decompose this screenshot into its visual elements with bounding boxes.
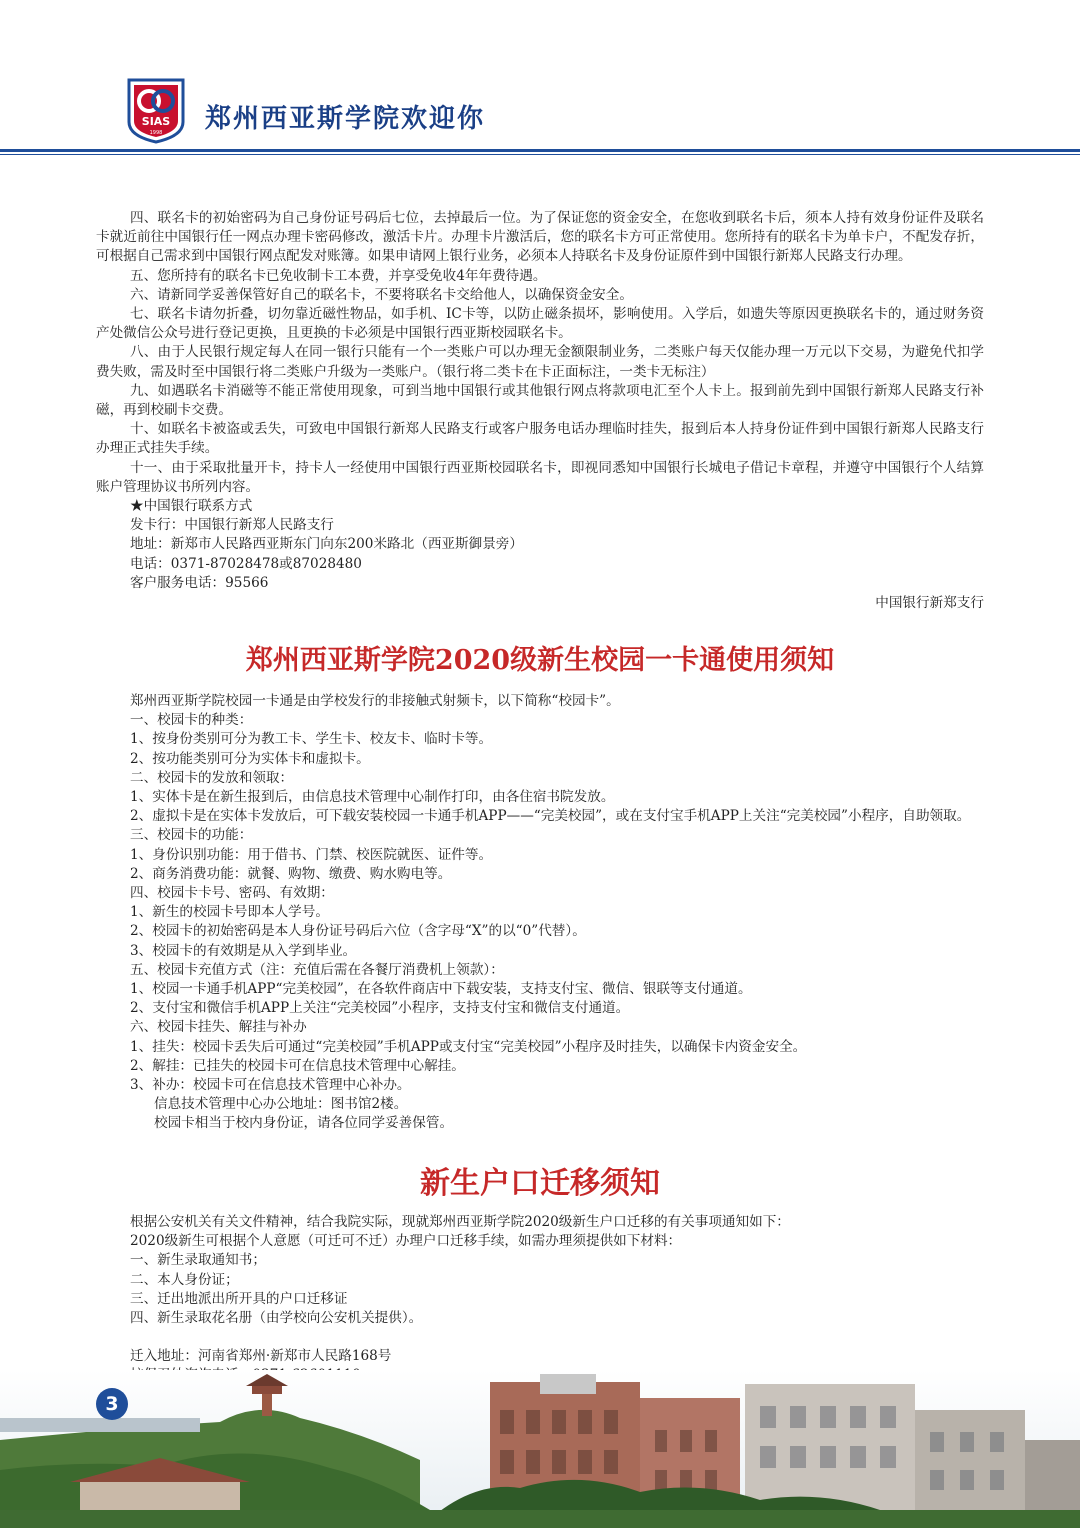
logo-text: SIAS	[141, 115, 171, 128]
card-line: 五、校园卡充值方式（注：充值后需在各餐厅消费机上领款）：	[130, 961, 504, 978]
card-line: 3、补办：校园卡可在信息技术管理中心补办。	[130, 1077, 411, 1094]
page-header	[0, 0, 1080, 158]
logo-year: 1998	[149, 130, 163, 136]
hukou-line: 四、新生录取花名册（由学校向公安机关提供）。	[130, 1310, 423, 1327]
hukou-line: 一、新生录取通知书；	[130, 1252, 266, 1269]
card-line: 2、虚拟卡是在实体卡发放后，可下载安装校园一卡通手机APP——“完美校园”，或在支付宝手机APP上关注“完美校园”小程序，自助领取。	[130, 808, 971, 825]
bank-paragraph: 四、联名卡的初始密码为自己身份证号码后七位，去掉最后一位。为了保证您的资金安全，在您收到联名卡后，须本人持有效身份证件及联名卡就近前往中国银行任一网点办理卡密码修改，激活卡片。办理卡片激活后，您的联名卡方可正常使用。您所持有的联名卡为单卡户，不配发存折，可根据自己需求到中国银行网点配发对账簿。如果申请网上银行业务，必须本人持联名卡及身份证原件到中国银行新郑人民路支行办理。	[96, 210, 984, 265]
bank-contact-line: 发卡行：中国银行新郑人民路支行	[130, 517, 334, 534]
sias-logo-icon	[126, 78, 186, 144]
bank-contact-line: 地址：新郑市人民路西亚斯东门向东200米路北（西亚斯御景旁）	[130, 536, 523, 553]
card-section	[96, 692, 984, 1134]
bank-paragraph: 十一、由于采取批量开卡，持卡人一经使用中国银行西亚斯校园联名卡，即视同悉知中国银行长城电子借记卡章程，并遵守中国银行个人结算账户管理协议书所列内容。	[96, 459, 984, 495]
card-line: 一、校园卡的种类：	[130, 712, 253, 729]
page-number-badge: 3	[96, 1388, 128, 1420]
card-line: 六、校园卡挂失、解挂与补办	[130, 1019, 307, 1036]
card-section-title: 郑州西亚斯学院2020级新生校园一卡通使用须知	[245, 645, 835, 676]
card-line: 四、校园卡卡号、密码、有效期：	[130, 885, 334, 902]
campus-photo	[0, 1370, 1080, 1528]
card-line: 1、身份识别功能：用于借书、门禁、校医院就医、证件等。	[130, 846, 493, 863]
hukou-line: 根据公安机关有关文件精神，结合我院实际，现就郑州西亚斯学院2020级新生户口迁移的有关事项通知如下：	[130, 1214, 790, 1230]
hukou-line: 二、本人身份证；	[130, 1271, 239, 1288]
card-intro: 郑州西亚斯学院校园一卡通是由学校发行的非接触式射频卡，以下简称“校园卡”。	[130, 693, 620, 709]
header-divider-thin	[0, 154, 1080, 155]
header-divider	[0, 149, 1080, 152]
hukou-address-line: 迁入地址：河南省郑州·新郑市人民路168号	[130, 1348, 392, 1365]
card-line: 2、支付宝和微信手机APP上关注“完美校园”小程序，支持支付宝和微信支付通道。	[130, 1000, 630, 1017]
card-sub-line: 校园卡相当于校内身份证，请各位同学妥善保管。	[154, 1115, 454, 1132]
bank-paragraph: 六、请新同学妥善保管好自己的联名卡，不要将联名卡交给他人，以确保资金安全。	[130, 286, 633, 303]
bank-paragraph: 七、联名卡请勿折叠，切勿靠近磁性物品，如手机、IC卡等，以防止磁条损坏，影响使用。入学后，如遗失等原因更换联名卡的，通过财务资产处微信公众号进行登记更换，且更换的卡必须是中国银行西亚斯校园联名卡。	[96, 306, 984, 342]
card-line: 1、新生的校园卡号即本人学号。	[130, 904, 329, 921]
bank-paragraph: 八、由于人民银行规定每人在同一银行只能有一个一类账户可以办理无金额限制业务，二类账户每天仅能办理一万元以下交易，为避免代扣学费失败，需及时至中国银行将二类账户升级为一类账户。（银行将二类卡在卡正面标注，一类卡无标注）	[96, 344, 984, 380]
card-line: 1、挂失：校园卡丢失后可通过“完美校园”手机APP或支付宝“完美校园”小程序及时挂失，以确保卡内资金安全。	[130, 1038, 807, 1055]
card-line: 1、校园一卡通手机APP“完美校园”，在各软件商店中下载安装，支持支付宝、微信、银联等支付通道。	[130, 981, 752, 998]
hukou-line: 三、迁出地派出所开具的户口迁移证	[130, 1290, 348, 1307]
bank-contact-line: ★中国银行联系方式	[130, 498, 253, 515]
bank-paragraph: 五、您所持有的联名卡已免收制卡工本费，并享受免收4年年费待遇。	[130, 267, 547, 284]
card-line: 2、按功能类别可分为实体卡和虚拟卡。	[130, 750, 370, 767]
card-line: 3、校园卡的有效期是从入学到毕业。	[130, 942, 357, 959]
card-line: 二、校园卡的发放和领取：	[130, 769, 294, 786]
bank-paragraph: 十、如联名卡被盗或丢失，可致电中国银行新郑人民路支行或客户服务电话办理临时挂失，报到后本人持身份证件到中国银行新郑人民路支行办理正式挂失手续。	[96, 421, 984, 457]
card-sub-line: 信息技术管理中心办公地址：图书馆2楼。	[154, 1096, 408, 1113]
hukou-section	[96, 1213, 984, 1386]
hukou-line: 2020级新生可根据个人意愿（可迁可不迁）办理户口迁移手续，如需办理须提供如下材料：	[130, 1233, 682, 1250]
card-line: 1、实体卡是在新生报到后，由信息技术管理中心制作打印，由各住宿书院发放。	[130, 789, 615, 806]
bank-paragraph: 九、如遇联名卡消磁等不能正常使用现象，可到当地中国银行或其他银行网点将款项电汇至个人卡上。报到前先到中国银行新郑人民路支行补磁，再到校刷卡交费。	[96, 382, 984, 419]
card-line: 2、解挂：已挂失的校园卡可在信息技术管理中心解挂。	[130, 1057, 465, 1074]
card-line: 1、按身份类别可分为教工卡、学生卡、校友卡、临时卡等。	[130, 731, 493, 748]
card-line: 三、校园卡的功能：	[130, 827, 253, 844]
card-line: 2、商务消费功能：就餐、购物、缴费、购水购电等。	[130, 865, 452, 882]
bank-contact-line: 客户服务电话：95566	[130, 574, 269, 591]
bank-signature: 中国银行新郑支行	[875, 595, 984, 612]
header-title: 郑州西亚斯学院欢迎你	[205, 104, 486, 134]
hukou-section-title: 新生户口迁移须知	[420, 1166, 660, 1201]
card-line: 2、校园卡的初始密码是本人身份证号码后六位（含字母“X”的以“0”代替）。	[130, 923, 586, 940]
bank-section	[96, 209, 984, 613]
bank-contact-line: 电话：0371-87028478或87028480	[130, 555, 362, 572]
